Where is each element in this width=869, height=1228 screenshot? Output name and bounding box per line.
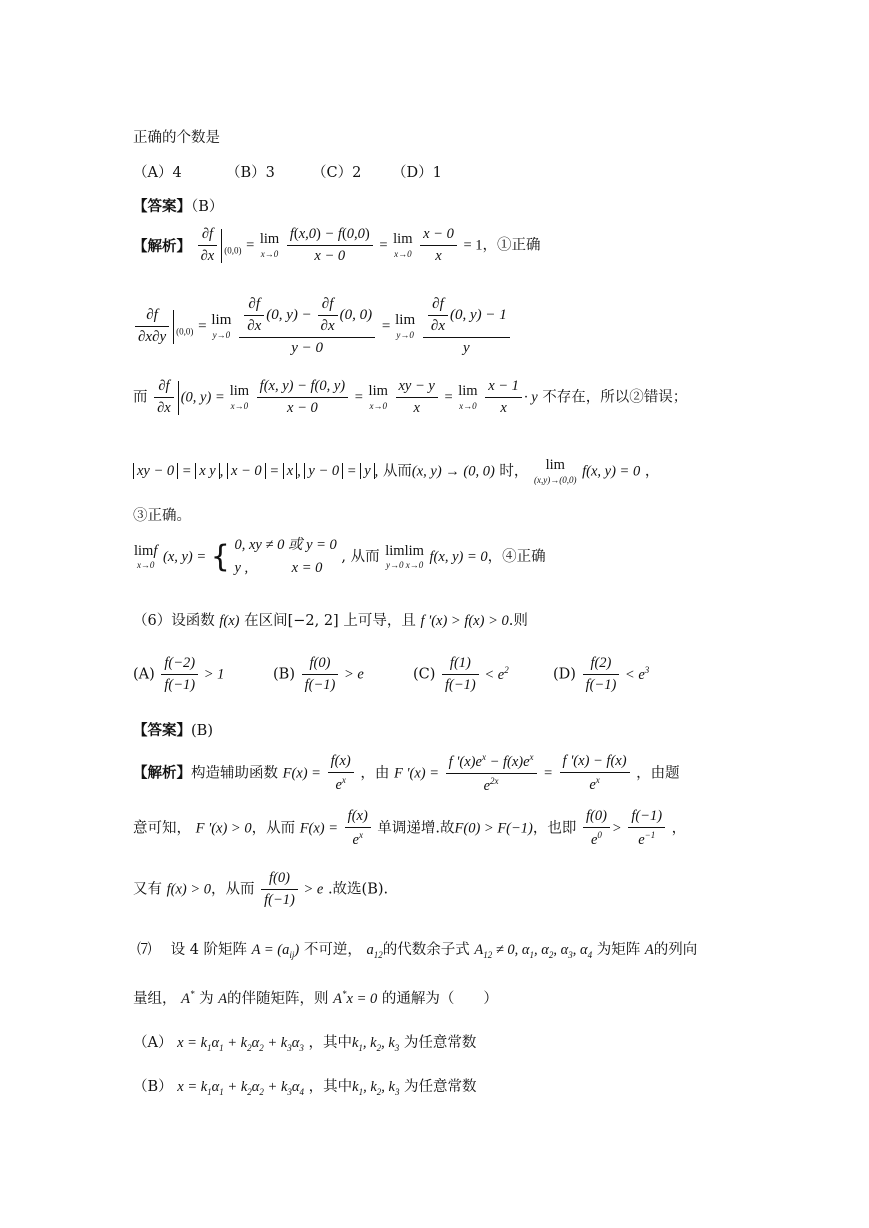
limit-operator: lim x→0 <box>368 383 388 411</box>
limit-operator: lim y→0 <box>211 312 232 340</box>
limit-operator: lim (x,y)→(0,0) <box>534 457 577 485</box>
limit-operator: limlim y→0 x→0 <box>385 542 424 571</box>
text: 为矩阵 <box>596 942 641 958</box>
connector-text: 从而 <box>382 463 412 480</box>
limit-operator: limf x→0 <box>134 542 158 571</box>
text: ，其中 <box>308 1035 352 1051</box>
q7-stem-1: ⑺ 设 4 阶矩阵 $A = (a_{ij})$ 不可逆， $a_{12}$的代数余子式 $A_{12} \ne 0$, $\alpha_1$, $\alpha_2$, $\alpha_3$, $\alpha_4$ 为矩阵 A的列向 <box>137 942 698 960</box>
fraction: $\frac{f(x, y) - f(0, y)}{x - 0}$ <box>257 378 348 417</box>
text: 的列向 <box>653 942 698 958</box>
q5-option-d: （D）1 <box>392 165 442 181</box>
answer-value: （B） <box>191 199 224 215</box>
option-label: (C) <box>413 666 436 683</box>
analysis-step-6: limf x→0 (x, y) = { 0, xy ≠ 0 或 y = 0 y , x = 0 , 从而 limlim y→0 x→0 f(x, y) = 0，④正确 <box>134 537 546 577</box>
option-label: （B） <box>133 1079 173 1095</box>
q6-option-d: (D) $\frac{f(2)}{f(-1)}$ < $e^3$ <box>553 655 650 693</box>
note: ，④正确 <box>487 549 546 566</box>
analysis-step-3: 而 $\frac{\partial f}{\partial x}$ (0, y) = lim x→0 $\frac{f(x, y) - f(0, y)}{x - 0}$ = lim x→0 $\frac{xy - y}{x}$ = lim x→0 $\frac{x - 1}{x}$ · y 不存在，所以②错误； <box>133 378 688 416</box>
q7-option-b: （B） $x = k_1\alpha_1 + k_2\alpha_2 + k_3\alpha_4$ ，其中$k_1$, $k_2$, $k_3$ 为任意常数 <box>133 1079 477 1097</box>
q7-option-a: （A） $x = k_1\alpha_1 + k_2\alpha_2 + k_3\alpha_3$ ，其中$k_1$, $k_2$, $k_3$ 为任意常数 <box>133 1035 477 1053</box>
fraction: $\frac{\partial f}{\partial x}$ (0, y) − $\frac{\partial f}{\partial x}$ (0, 0) y − 0 <box>239 296 375 357</box>
limit-operator: lim x→0 <box>458 383 478 411</box>
q6-option-a: (A) $\frac{f(-2)}{f(-1)}$ > 1 <box>133 655 225 693</box>
q5-answer <box>133 195 223 216</box>
text: 为任意常数 <box>404 1079 477 1095</box>
text: 的伴随矩阵，则 <box>227 991 329 1007</box>
partial-fraction: $\frac{\partial f}{\partial x}$ <box>154 378 174 417</box>
analysis-step-4: xy − 0 = x y , x − 0 = x , y − 0 = y , 从而(x, y) → (0, 0) 时， lim (x,y)→(0,0) f(x, y) = 0 ， <box>133 458 659 485</box>
text: 为 <box>199 991 214 1007</box>
q7-stem-2: 量组， A* 为 A的伴随矩阵，则 A*x = 0 的通解为（ ） <box>133 989 498 1007</box>
mixed-partial: $\frac{\partial f}{\partial x\partial y}$ <box>135 307 169 346</box>
text: ，也即 <box>532 820 577 837</box>
q6-option-b: (B) $\frac{f(0)}{f(-1)}$ > e <box>273 655 364 693</box>
limit-operator: lim x→0 <box>229 383 250 411</box>
q6-stem: （6）设函数 f(x) 在区间[−2, 2] 上可导，且 f '(x) > f(x) > 0.则 <box>133 613 528 629</box>
note: 不存在，所以②错误； <box>542 389 688 406</box>
question-number: ⑺ <box>137 942 152 958</box>
fraction: $\frac{x - 1}{x}$ <box>485 378 522 417</box>
text: 的代数余子式 <box>382 942 470 958</box>
text: 又有 <box>133 881 162 898</box>
limit-operator: lim x→0 <box>259 231 280 259</box>
text: ，由 <box>360 765 390 782</box>
q6-analysis-3: 又有 f(x) > 0，从而 $\frac{f(0)}{f(-1)}$ > e .故选(B). <box>133 870 389 908</box>
fraction: $\frac{x - 0}{x}$ <box>420 226 457 265</box>
text: 单调递增.故 <box>377 820 455 837</box>
option-label: (D) <box>553 666 576 683</box>
analysis-step-5: ③正确。 <box>133 508 191 524</box>
stem-tail: 正确的个数是 <box>133 130 220 146</box>
partial-fraction: $\frac{\partial f}{\partial x}$ <box>198 226 218 265</box>
text: 意可知， <box>133 820 191 837</box>
answer-label: 【答案】 <box>133 722 191 739</box>
q6-stem-text: （6）设函数 <box>133 613 215 629</box>
q5-option-c: （C）2 <box>312 165 362 181</box>
q5-option-a: （A）4 <box>133 165 182 181</box>
note: 时， <box>499 463 529 480</box>
analysis-step-2: $\frac{\partial f}{\partial x\partial y}$ $_{(0,0)}$ = lim y→0 $\frac{\partial f}{\partial x}$ (0, y) − $\frac{\partial f}{\partial x}$ (0, 0) y − 0 = lim y→0 $\frac{\partial f}{\partial x}$ (0, y) − 1 y <box>133 296 512 357</box>
text: 不可逆， <box>303 942 362 958</box>
fraction: $\frac{xy - y}{x}$ <box>396 378 438 417</box>
analysis-label: 【解析】 <box>133 764 191 782</box>
q6-analysis-1: 【解析】构造辅助函数 F(x) = $\frac{f(x)}{e^x}$ ，由 F '(x) = $\frac{f '(x)e^x - f(x)e^x}{e^{2x}}$ = $\frac{f '(x) - f(x)}{e^x}$ ，由题 <box>133 752 680 794</box>
text: ，从而 <box>251 820 296 837</box>
analysis-step-1: 【解析】 $\frac{\partial f}{\partial x}$ $_{(0,0)}$ = lim x→0 $\frac{f(x,0) - f(0,0)}{x - 0}$ = lim x→0 $\frac{x - 0}{x}$ = 1，①正确 <box>133 226 541 264</box>
q6-option-c: (C) $\frac{f(1)}{f(-1)}$ < $e^2$ <box>413 655 509 693</box>
text: ，由题 <box>636 765 680 782</box>
text: 的通解为（ ） <box>381 991 498 1007</box>
text: ，其中 <box>308 1079 353 1095</box>
text: .故选(B). <box>327 881 389 898</box>
q6-stem-text-3: .则 <box>508 613 528 629</box>
answer-label: 【答案】 <box>133 198 191 215</box>
note: ，①正确 <box>482 237 541 254</box>
q6-answer <box>133 719 213 740</box>
option-label: (A) <box>133 666 155 683</box>
answer-value: (B) <box>191 723 213 739</box>
text: 为任意常数 <box>403 1035 477 1051</box>
analysis-label: 【解析】 <box>133 238 191 255</box>
fraction: $\frac{\partial f}{\partial x}$ (0, y) − 1 y <box>423 296 510 357</box>
connector-text: 而 <box>133 389 148 406</box>
text: 量组， <box>133 991 177 1007</box>
difference-quotient: $\frac{f(x,0) - f(0,0)}{x - 0}$ <box>287 226 373 265</box>
text: 设 4 阶矩阵 <box>170 942 248 958</box>
q6-stem-text-2: 在区间[−2, 2] 上可导，且 <box>244 613 416 629</box>
limit-operator: lim x→0 <box>393 231 413 259</box>
option-label: （A） <box>133 1035 173 1051</box>
q6-analysis-2: 意可知， F '(x) > 0，从而 F(x) = $\frac{f(x)}{e^x}$ 单调递增.故F(0) > F(−1)，也即 $\frac{f(0)}{e^0}$ > $\frac{f(-1)}{e^{-1}}$ ， <box>133 808 687 848</box>
connector-text: 从而 <box>350 549 380 566</box>
text: 构造辅助函数 <box>191 765 278 782</box>
q5-option-b: （B）3 <box>226 165 275 181</box>
text: ，从而 <box>211 881 255 898</box>
option-label: (B) <box>273 666 295 683</box>
limit-operator: lim y→0 <box>395 312 416 340</box>
